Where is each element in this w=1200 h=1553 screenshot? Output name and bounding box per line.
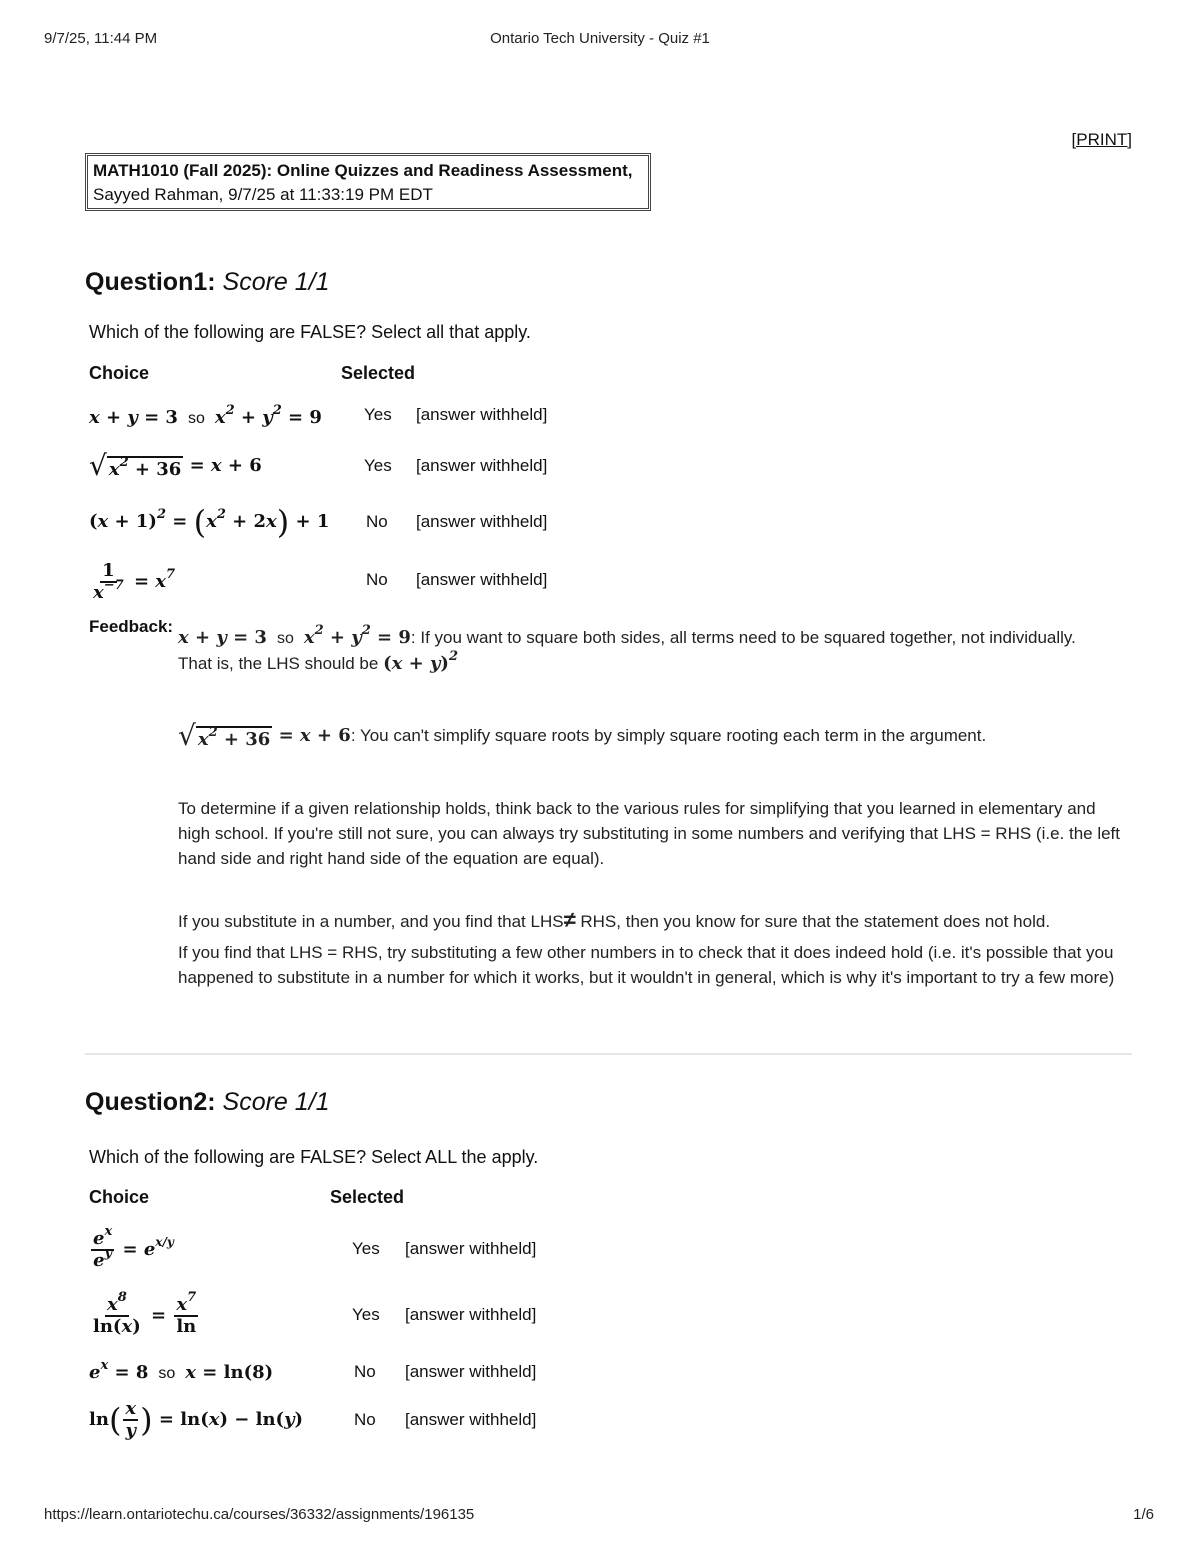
feedback-item-2: √ $x^2 + 36$ = x + 6: You can't simplify square roots by simply square rooting each term in the argument.	[178, 719, 987, 752]
question-2-label: Question2:	[85, 1088, 223, 1116]
q2-choice-2-math: $\frac{x^8}{\ln(x)}$ = $\frac{x^7}{\ln}$	[93, 1290, 197, 1337]
q1-selected-2: Yes	[364, 456, 392, 475]
question-2-heading	[85, 1088, 330, 1117]
feedback-1-lhs-math: $(x + y)^2$	[383, 649, 458, 674]
q2-choice-3-math: $e^x = 8$ so x = ln(8)	[89, 1357, 274, 1383]
feedback-label: Feedback:	[89, 617, 174, 636]
page-number: 1/6	[1133, 1506, 1154, 1523]
q1-answer-4: [answer withheld]	[416, 570, 548, 589]
q2-col-choice: Choice	[89, 1187, 150, 1207]
q2-answer-3: [answer withheld]	[405, 1362, 537, 1381]
q1-selected-1: Yes	[364, 405, 392, 424]
not-equal-symbol: ≠	[563, 907, 576, 932]
q1-choice-2	[89, 446, 262, 486]
sqrt-symbol: √ $x^2 + 36$	[89, 449, 182, 482]
course-title: MATH1010 (Fall 2025): Online Quizzes and Readiness Assessment,	[93, 161, 633, 180]
quiz-info-box	[85, 153, 651, 211]
question-divider	[85, 1053, 1132, 1055]
so-label: so	[187, 409, 205, 427]
q2-choice-4-math: ln( $\frac{x}{y}$ ) = ln(x) − ln(y)	[89, 1398, 304, 1441]
q1-choice-2-math: √ $x^2 + 36$ = x + 6	[89, 449, 262, 482]
q2-selected-1: Yes	[352, 1239, 380, 1258]
q2-col-selected: Selected	[330, 1187, 405, 1207]
q1-choice-4-math: $\frac{1}{x^{-7}}$ = $x^7$	[93, 560, 176, 603]
print-link[interactable]: [PRINT]	[1071, 130, 1132, 149]
q1-col-choice: Choice	[89, 363, 150, 383]
feedback-item-5: If you find that LHS = RHS, try substituting a few other numbers in to check that it does indeed hold (i.e. it's possible that you happened to substitute in a number for which it works, but it wouldn't in general, which is why it's important to try a few more)	[178, 943, 1115, 987]
feedback-item-4: If you substitute in a number, and you find that LHS≠ RHS, then you know for sure that the statement does not hold.	[178, 907, 1051, 932]
feedback-item-1: x + y = 3 so $x^2 + y^2 = 9$: If you want to square both sides, all terms need to be squared together, not individually. That is, the LHS should be $(x + y)^2$	[178, 623, 1076, 674]
q1-answer-1: [answer withheld]	[416, 405, 548, 424]
q1-answer-2: [answer withheld]	[416, 456, 548, 475]
q2-choice-1	[89, 1222, 174, 1278]
question-1-heading	[85, 268, 330, 297]
page-title: Ontario Tech University - Quiz #1	[490, 30, 710, 47]
question-2-score: Score 1/1	[222, 1088, 330, 1116]
question-1-score: Score 1/1	[222, 268, 330, 296]
print-timestamp: 9/7/25, 11:44 PM	[44, 30, 158, 47]
q2-choice-4	[89, 1396, 303, 1444]
q2-answer-1: [answer withheld]	[405, 1239, 537, 1258]
feedback-2-math: √ $x^2 + 36$ = x + 6	[178, 719, 351, 752]
page-url: https://learn.ontariotechu.ca/courses/36332/assignments/196135	[44, 1506, 475, 1523]
q1-choice-3-math: $(x + 1)^2 = (x^2 + 2x) + 1$	[89, 503, 330, 541]
q2-answer-4: [answer withheld]	[405, 1410, 537, 1429]
question-1-label: Question1:	[85, 268, 223, 296]
q2-choice-1-math: $\frac{e^x}{e^y}$ = $e^{x/y}$	[93, 1224, 174, 1271]
q1-selected-3: No	[366, 512, 388, 531]
q2-selected-4: No	[354, 1410, 376, 1429]
feedback-1-math: x + y = 3 so $x^2 + y^2 = 9$	[178, 623, 411, 648]
q1-selected-4: No	[366, 570, 388, 589]
q2-answer-2: [answer withheld]	[405, 1305, 537, 1324]
q1-answer-3: [answer withheld]	[416, 512, 548, 531]
q1-choice-3	[89, 502, 329, 542]
q1-choice-1	[89, 397, 322, 437]
student-submission-line: Sayyed Rahman, 9/7/25 at 11:33:19 PM EDT	[93, 185, 433, 204]
question-1-prompt: Which of the following are FALSE? Select all that apply.	[89, 322, 531, 342]
q1-choice-4	[89, 558, 175, 606]
question-2-prompt: Which of the following are FALSE? Select ALL the apply.	[89, 1147, 539, 1167]
feedback-item-3: To determine if a given relationship holds, think back to the various rules for simplifying that you learned in elementary and high school. If you're still not sure, you can always try substituting in some numbers and verifying that LHS = RHS (i.e. the left hand side and right hand side of the equation are equal).	[178, 799, 1120, 868]
q1-choice-1-math: x + y = 3 so $x^2 + y^2 = 9$	[89, 402, 322, 428]
q2-choice-2	[89, 1288, 200, 1344]
so-label: so	[158, 1364, 176, 1382]
q2-choice-3	[89, 1352, 273, 1392]
q1-col-selected: Selected	[341, 363, 416, 383]
q2-selected-3: No	[354, 1362, 376, 1381]
q2-selected-2: Yes	[352, 1305, 380, 1324]
